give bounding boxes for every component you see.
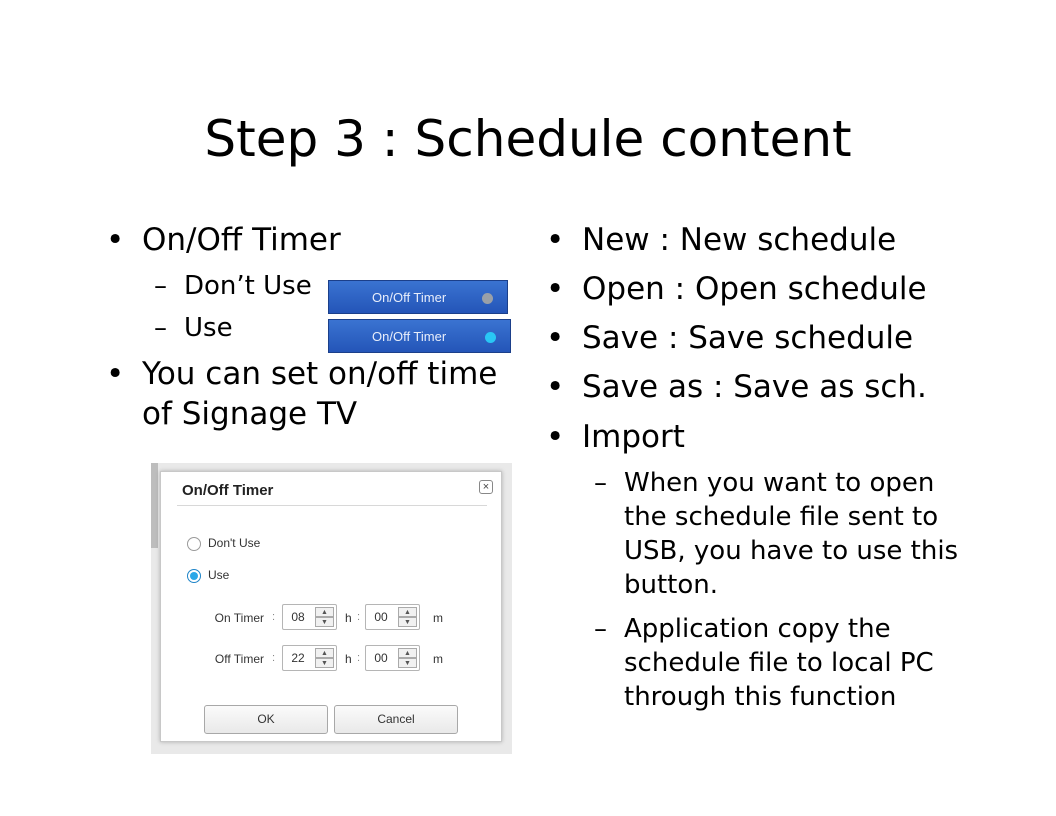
- off-timer-hour-value: 22: [291, 651, 305, 665]
- status-led-on-icon: [485, 332, 496, 343]
- chevron-down-icon[interactable]: ▼: [398, 658, 417, 668]
- bullet-dot: •: [546, 271, 565, 307]
- colon: :: [272, 652, 276, 664]
- import-note-1-line2: the schedule file sent to: [624, 502, 939, 532]
- off-timer-minute-value: 00: [374, 651, 388, 665]
- sub-dash: –: [594, 614, 607, 644]
- colon: :: [272, 611, 276, 623]
- radio-dont-use-label: Don't Use: [208, 536, 261, 550]
- bullet-dot: •: [106, 356, 125, 392]
- on-off-timer-button-on[interactable]: [328, 319, 511, 353]
- close-icon[interactable]: ×: [479, 480, 493, 494]
- sub-dash: –: [154, 271, 167, 301]
- divider: [177, 505, 487, 506]
- bullet-open: Open : Open schedule: [582, 271, 927, 307]
- import-note-2-line2: schedule file to local PC: [624, 648, 934, 678]
- bullet-set-time-line1: You can set on/off time: [142, 356, 498, 392]
- colon: :: [357, 611, 361, 623]
- on-timer-label: On Timer: [214, 611, 264, 625]
- cancel-button[interactable]: Cancel: [334, 705, 458, 734]
- off-timer-minute-stepper[interactable]: [365, 645, 420, 671]
- on-off-timer-dialog: [160, 471, 502, 742]
- sub-dash: –: [154, 313, 167, 343]
- on-timer-minute-stepper[interactable]: [365, 604, 420, 630]
- bullet-dot: •: [546, 369, 565, 405]
- chevron-up-icon[interactable]: ▲: [398, 607, 417, 617]
- radio-use[interactable]: [187, 569, 201, 583]
- background-strip: [151, 463, 158, 548]
- on-timer-minute-value: 00: [374, 610, 388, 624]
- sub-dont-use: Don’t Use: [184, 271, 312, 301]
- chevron-down-icon[interactable]: ▼: [315, 658, 334, 668]
- bullet-save-as: Save as : Save as sch.: [582, 369, 927, 405]
- on-off-timer-button-off[interactable]: [328, 280, 508, 314]
- bullet-dot: •: [106, 222, 125, 258]
- timer-button-label: On/Off Timer: [372, 290, 447, 305]
- import-note-2-line1: Application copy the: [624, 614, 891, 644]
- off-timer-hour-stepper[interactable]: [282, 645, 337, 671]
- import-note-1-line1: When you want to open: [624, 468, 935, 498]
- on-timer-hour-value: 08: [291, 610, 305, 624]
- radio-use-label: Use: [208, 568, 230, 582]
- timer-button-label: On/Off Timer: [372, 329, 447, 344]
- bullet-dot: •: [546, 222, 565, 258]
- on-timer-hour-stepper[interactable]: [282, 604, 337, 630]
- bullet-set-time-line2: of Signage TV: [142, 396, 358, 432]
- import-note-1-line3: USB, you have to use this: [624, 536, 959, 566]
- bullet-save: Save : Save schedule: [582, 320, 914, 356]
- hour-unit: h: [345, 611, 352, 625]
- bullet-import: Import: [582, 419, 685, 455]
- off-timer-label: Off Timer: [214, 652, 264, 666]
- hour-unit: h: [345, 652, 352, 666]
- import-note-2-line3: through this function: [624, 682, 897, 712]
- bullet-on-off-timer: On/Off Timer: [142, 222, 341, 258]
- ok-button[interactable]: OK: [204, 705, 328, 734]
- dialog-title: On/Off Timer: [182, 482, 274, 499]
- minute-unit: m: [433, 611, 443, 625]
- status-led-off-icon: [482, 293, 493, 304]
- import-note-1-line4: button.: [624, 570, 719, 600]
- chevron-up-icon[interactable]: ▲: [315, 607, 334, 617]
- chevron-up-icon[interactable]: ▲: [398, 648, 417, 658]
- bullet-new: New : New schedule: [582, 222, 897, 258]
- sub-dash: –: [594, 468, 607, 498]
- radio-dont-use[interactable]: [187, 537, 201, 551]
- chevron-up-icon[interactable]: ▲: [315, 648, 334, 658]
- colon: :: [357, 652, 361, 664]
- bullet-dot: •: [546, 320, 565, 356]
- bullet-dot: •: [546, 419, 565, 455]
- sub-use: Use: [184, 313, 233, 343]
- slide-title: Step 3 : Schedule content: [204, 110, 852, 168]
- chevron-down-icon[interactable]: ▼: [315, 617, 334, 627]
- minute-unit: m: [433, 652, 443, 666]
- chevron-down-icon[interactable]: ▼: [398, 617, 417, 627]
